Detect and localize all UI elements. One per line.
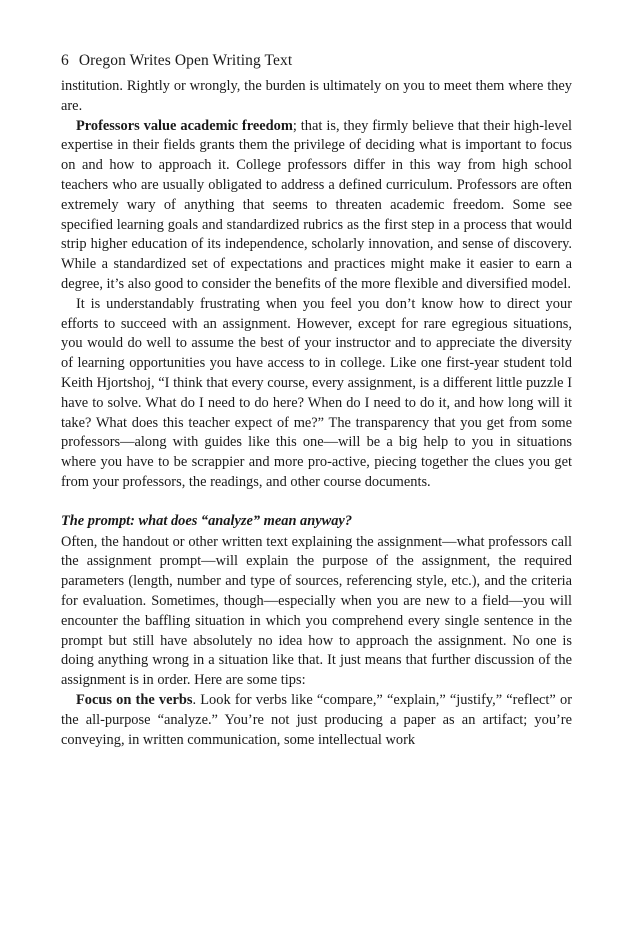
- paragraph-text: institution. Rightly or wrongly, the burden is ultimately on you to meet them where they are.: [61, 78, 572, 114]
- paragraph-text: ; that is, they firmly believe that their high-level expertise in their fields grants them the privilege of deciding what is important to focus on and how to approach it. College professors differ in this way from high school teachers who are usually obligated to address a defined curriculum. Professors are often extremely wary of anything that seems to threaten academic freedom. Some see specified learning goals and standardized rubrics as the first step in a process that would strip higher education of its independence, scholarly innovation, and sense of discovery. While a standardized set of expectations and practices might make it easier to earn a degree, it’s also good to consider the benefits of the more flexible and diversified model.: [61, 117, 572, 292]
- paragraph-frustration: [61, 295, 572, 493]
- body-text: [61, 77, 572, 750]
- section-heading: The prompt: what does “analyze” mean anyway?: [61, 512, 353, 529]
- paragraph-text: . Look for verbs like “compare,” “explain,” “justify,” “reflect” or the all-purpose “analyze.” You’re not just producing a paper as an artifact; you’re conveying, in written communication, some intellectual work: [61, 691, 572, 748]
- bold-lead-phrase: Focus on the verbs: [76, 691, 193, 708]
- paragraph-academic-freedom: [61, 117, 572, 295]
- paragraph-prompt: [61, 533, 572, 691]
- running-head-title: Oregon Writes Open Writing Text: [78, 52, 293, 69]
- paragraph-continuation: [61, 77, 572, 117]
- paragraph-text: Often, the handout or other written text explaining the assignment—what professors call the assignment prompt—will explain the purpose of the assignment, the required parameters (length, number and type of sources, referencing style, etc.), and the criteria for evaluation. Sometimes, though—especially when you are new to a field—you will encounter the baffling situation in which you comprehend every single sentence in the prompt but still have absolutely no idea how to approach the assignment. No one is doing anything wrong in a situation like that. It just means that further discussion of the assignment is in order. Here are some tips:: [61, 533, 572, 689]
- paragraph-focus-verbs: [61, 691, 572, 750]
- running-head: [61, 50, 572, 72]
- bold-lead-phrase: Professors value academic freedom: [76, 117, 293, 134]
- page-number: 6: [61, 52, 69, 69]
- paragraph-text: It is understandably frustrating when you feel you don’t know how to direct your efforts to succeed with an assignment. However, except for rare egregious situations, you would do well to assume the best of your instructor and to appreciate the diversity of learning opportunities you have access to in college. Like one first-year student told Keith Hjortshoj, “I think that every course, every assignment, is a different little puzzle I have to solve. What do I need to do here? When do I need to do it, and how long will it take? What does this teacher expect of me?” The transparency that you get from some professors—along with guides like this one—will be a big help to you in situations where you have to be scrappier and more pro-active, piecing together the clues you get from your professors, the readings, and other course documents.: [61, 295, 572, 490]
